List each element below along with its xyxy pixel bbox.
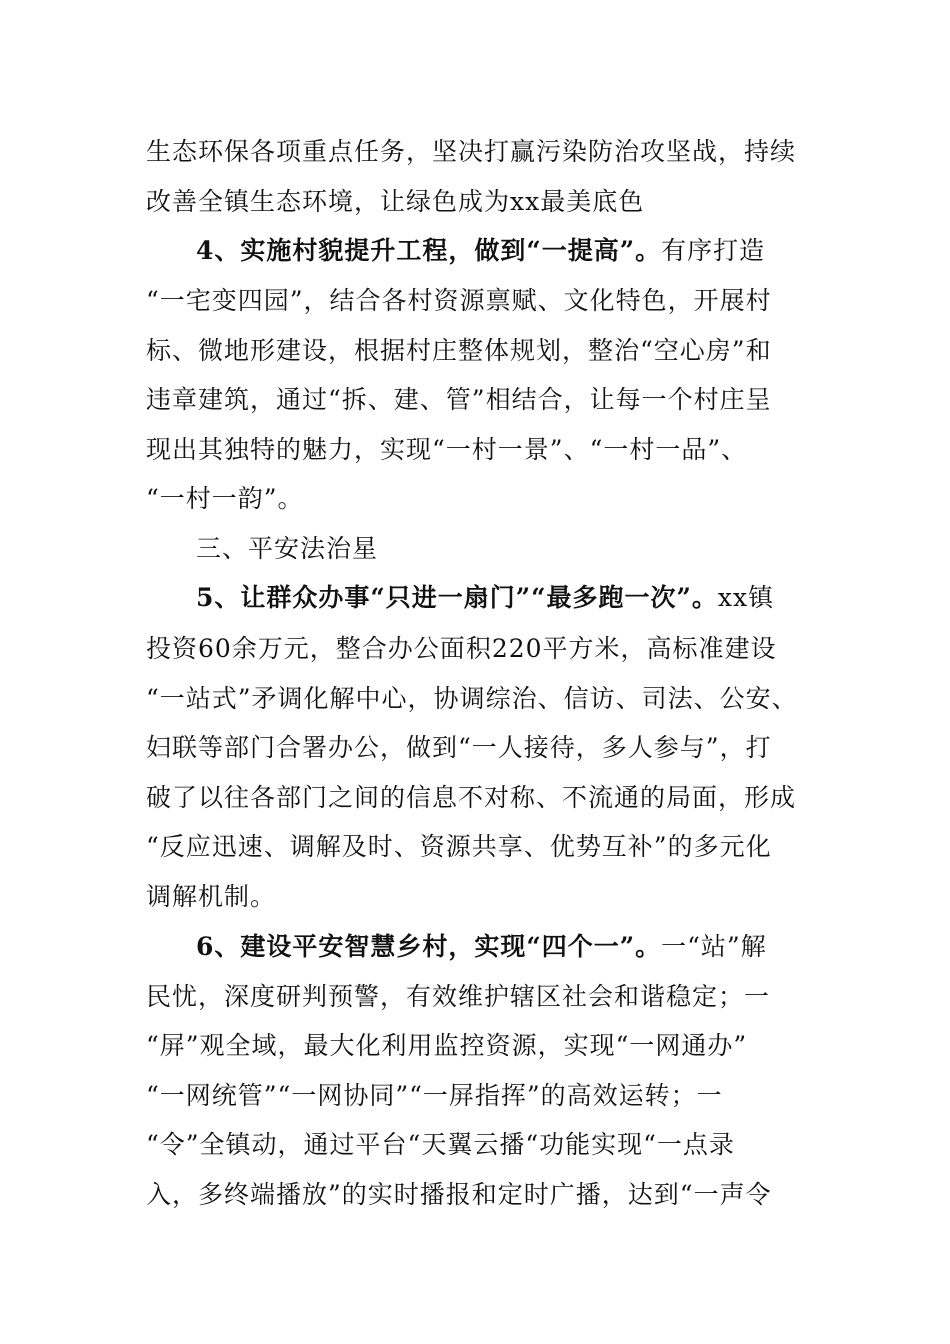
paragraph-line: 入，多终端播放”的实时播报和定时广播，达到“一声令 xyxy=(146,1180,772,1209)
paragraph-line: 投资60余万元，整合办公面积220平方米，高标准建设 xyxy=(146,634,777,663)
paragraph-line: 标、微地形建设，根据村庄整体规划，整治“空心房”和 xyxy=(146,336,772,365)
paragraph-line: “一网统管”“一网协同”“一屏指挥”的高效运转；一 xyxy=(146,1081,723,1110)
paragraph-line: “一宅变四园”，结合各村资源禀赋、文化特色，开展村 xyxy=(146,286,772,315)
section-5-heading: 5、让群众办事“只进一扇门”“最多跑一次”。 xyxy=(196,583,718,612)
paragraph-line: 民忧，深度研判预警，有效维护辖区社会和谐稳定；一 xyxy=(146,982,771,1011)
section-6-heading: 6、建设平安智慧乡村，实现“四个一”。 xyxy=(196,932,662,961)
paragraph-line: 生态环保各项重点任务，坚决打赢污染防治攻坚战，持续 xyxy=(146,137,797,166)
paragraph-line: “屏”观全域，最大化利用监控资源，实现“一网通办” xyxy=(146,1031,748,1060)
paragraph-line: 现出其独特的魅力，实现“一村一景”、“一村一品”、 xyxy=(146,435,748,464)
section-3-title: 三、平安法治星 xyxy=(196,534,379,563)
paragraph-line: “一站式”矛调化解中心，协调综治、信访、司法、公安、 xyxy=(146,684,798,713)
paragraph-text: 有序打造 xyxy=(661,236,766,265)
paragraph-line: “反应迅速、调解及时、资源共享、优势互补”的多元化 xyxy=(146,832,772,861)
paragraph-line: “一村一韵”。 xyxy=(146,484,304,513)
paragraph-line: 改善全镇生态环境，让绿色成为xx最美底色 xyxy=(146,187,645,216)
paragraph-line: “令”全镇动，通过平台“天翼云播“功能实现“一点录 xyxy=(146,1130,735,1159)
paragraph-line: 违章建筑，通过“拆、建、管”相结合，让每一个村庄呈 xyxy=(146,385,772,414)
paragraph-text: 一“站”解 xyxy=(661,932,767,961)
paragraph-line: 调解机制。 xyxy=(146,882,277,911)
section-5-heading-line xyxy=(196,583,806,613)
paragraph-line: 妇联等部门合署办公，做到“一人接待，多人参与”，打 xyxy=(146,733,772,762)
section-6-heading-line xyxy=(196,932,806,962)
section-4-heading-line xyxy=(196,236,806,266)
paragraph-text: xx镇 xyxy=(717,583,775,612)
section-4-heading: 4、实施村貌提升工程，做到“一提高”。 xyxy=(196,236,662,265)
paragraph-line: 破了以往各部门之间的信息不对称、不流通的局面，形成 xyxy=(146,783,797,812)
